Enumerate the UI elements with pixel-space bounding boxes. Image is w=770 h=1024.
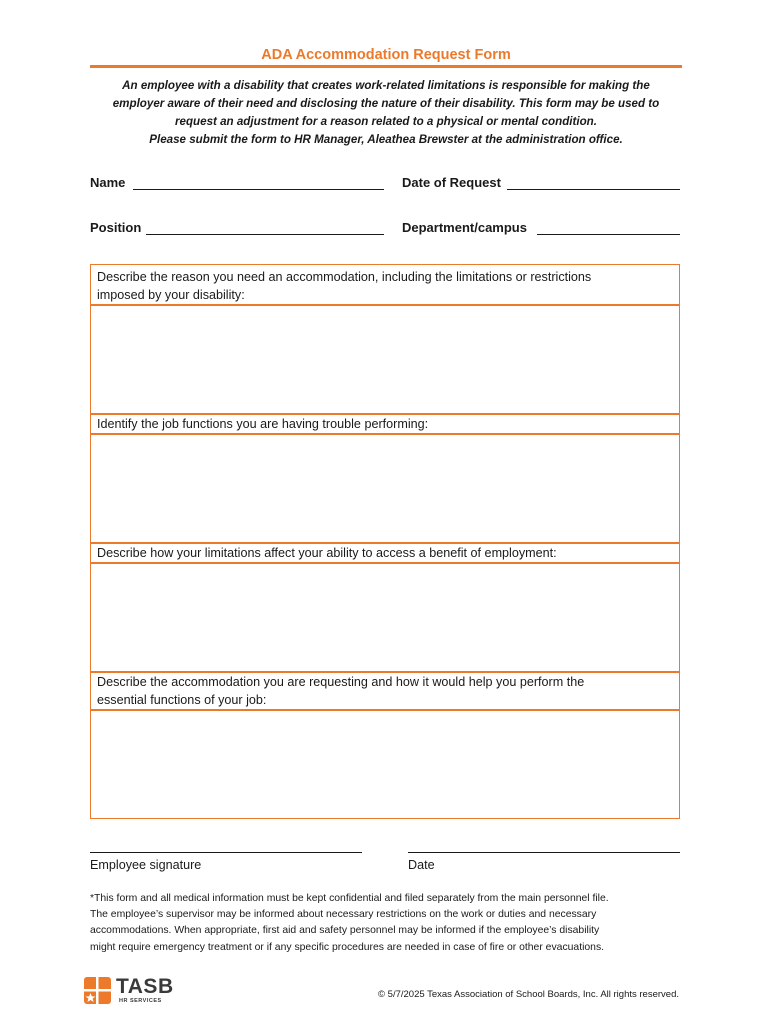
intro-line: An employee with a disability that creates work-related limitations is responsible for making the bbox=[122, 79, 650, 92]
requested-accommodation-response-area[interactable] bbox=[91, 711, 679, 818]
employee-signature-field[interactable] bbox=[90, 852, 362, 853]
employee-signature-label: Employee signature bbox=[90, 858, 202, 872]
reason-prompt bbox=[97, 268, 591, 304]
note-line: might require emergency treatment or if any specific procedures are needed in case of fire or other evacuations. bbox=[90, 941, 605, 953]
requested-accommodation-prompt bbox=[97, 673, 584, 709]
prompt-line: essential functions of your job: bbox=[97, 693, 267, 707]
prompt-line: Identify the job functions you are having trouble performing: bbox=[97, 417, 429, 431]
form-title: ADA Accommodation Request Form bbox=[261, 47, 511, 63]
intro-line: employer aware of their need and disclosing the nature of their disability. This form may be used to bbox=[112, 97, 660, 110]
name-field[interactable] bbox=[133, 189, 384, 190]
note-line: *This form and all medical information must be kept confidential and filed separately from the main personnel file. bbox=[90, 893, 609, 904]
benefit-access-response-area[interactable] bbox=[91, 564, 679, 671]
tasb-logo bbox=[84, 977, 194, 1007]
position-field[interactable] bbox=[146, 234, 384, 235]
prompt-line: imposed by your disability: bbox=[97, 288, 245, 302]
note-line: The employee’s supervisor may be informed about necessary restrictions on the work or duties and necessary bbox=[90, 909, 597, 921]
position-label: Position bbox=[90, 220, 142, 235]
intro-text bbox=[90, 77, 682, 149]
benefit-access-prompt bbox=[97, 544, 557, 562]
logo-name: TASB bbox=[116, 975, 174, 998]
intro-line: request an adjustment for a reason related to a physical or mental condition. bbox=[175, 115, 597, 128]
confidentiality-note bbox=[90, 891, 685, 956]
department-field[interactable] bbox=[537, 234, 680, 235]
logo-subtext: HR SERVICES bbox=[119, 998, 162, 1004]
job-functions-prompt bbox=[97, 415, 428, 433]
intro-line: Please submit the form to HR Manager, Aleathea Brewster at the administration office. bbox=[149, 133, 623, 146]
star-icon bbox=[84, 977, 111, 1004]
signature-date-label: Date bbox=[408, 858, 435, 872]
signature-date-field[interactable] bbox=[408, 852, 680, 853]
prompt-line: Describe the reason you need an accommodation, including the limitations or restrictions bbox=[97, 270, 592, 284]
note-line: accommodations. When appropriate, first aid and safety personnel may be informed if the employee’s disability bbox=[90, 925, 600, 937]
job-functions-response-area[interactable] bbox=[91, 435, 679, 542]
prompt-line: Describe how your limitations affect your ability to access a benefit of employment: bbox=[97, 546, 557, 560]
date-of-request-label: Date of Request bbox=[402, 175, 501, 190]
accommodation-details-table bbox=[90, 264, 680, 819]
department-label: Department/campus bbox=[402, 220, 527, 235]
reason-response-area[interactable] bbox=[91, 306, 679, 413]
prompt-line: Describe the accommodation you are requesting and how it would help you perform the bbox=[97, 675, 585, 689]
title-rule bbox=[90, 65, 682, 68]
copyright-notice: © 5/7/2025 Texas Association of School Boards, Inc. All rights reserved. bbox=[378, 989, 679, 1000]
name-label: Name bbox=[90, 175, 126, 190]
date-of-request-field[interactable] bbox=[507, 189, 680, 190]
